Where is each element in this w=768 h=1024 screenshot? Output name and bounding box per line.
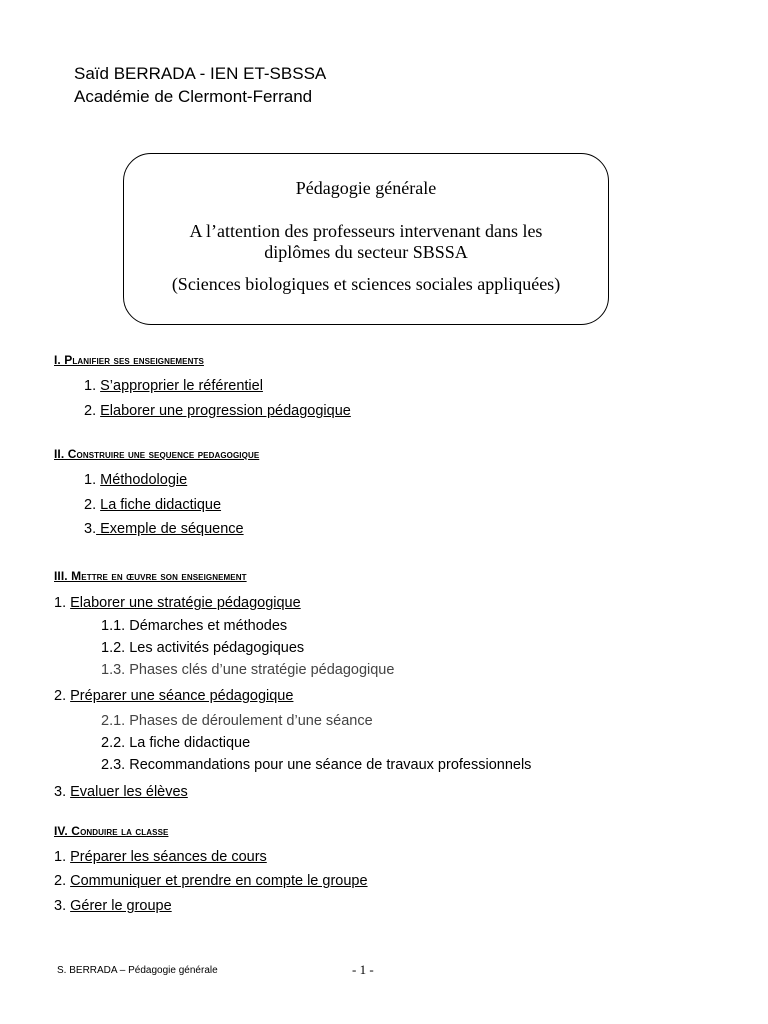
item-number: 1. — [84, 378, 97, 394]
section-heading-4[interactable]: IV. Conduire la classe — [54, 824, 169, 838]
document-header — [74, 62, 326, 108]
author-line: Saïd BERRADA - IEN ET-SBSSA — [74, 64, 327, 83]
item-link[interactable]: Exemple de séquence — [96, 521, 244, 537]
toc-item[interactable] — [54, 688, 293, 704]
item-number: 2. — [54, 873, 67, 889]
subitem-label: Démarches et méthodes — [129, 618, 288, 634]
item-number: 2. — [54, 688, 67, 704]
subitem-label: Phases de déroulement d’une séance — [129, 713, 373, 729]
title-box — [123, 153, 609, 325]
item-link[interactable]: La fiche didactique — [100, 497, 222, 513]
item-link[interactable]: Elaborer une progression pédagogique — [100, 403, 351, 419]
subitem-number: 2.1. — [101, 713, 126, 729]
item-link[interactable]: Méthodologie — [100, 472, 188, 488]
item-number: 1. — [54, 849, 67, 865]
item-number: 3. — [54, 898, 67, 914]
toc-item[interactable] — [84, 403, 351, 419]
item-link[interactable]: Elaborer une stratégie pédagogique — [70, 595, 301, 611]
footer-text: S. BERRADA – Pédagogie générale — [57, 965, 218, 976]
item-number: 1. — [84, 472, 97, 488]
item-number: 3. — [84, 521, 97, 537]
toc-item[interactable] — [54, 595, 301, 611]
toc-subitem — [101, 735, 250, 751]
audience-line-1: A l’attention des professeurs intervenant dans les — [189, 221, 543, 241]
toc-item[interactable] — [54, 898, 172, 914]
subitem-number: 1.3. — [101, 662, 126, 678]
item-link[interactable]: Gérer le groupe — [70, 898, 172, 914]
toc-subitem — [101, 662, 394, 678]
subitem-number: 1.2. — [101, 640, 126, 656]
toc-subitem — [101, 713, 373, 729]
page-number: - 1 - — [352, 962, 374, 977]
toc-item[interactable] — [84, 378, 263, 394]
toc-subitem — [101, 618, 287, 634]
subitem-number: 2.2. — [101, 735, 126, 751]
document-subtitle: (Sciences biologiques et sciences sociales appliquées) — [171, 274, 561, 294]
item-link[interactable]: Préparer une séance pédagogique — [70, 688, 294, 704]
academy-line: Académie de Clermont-Ferrand — [74, 87, 313, 106]
item-number: 2. — [84, 497, 97, 513]
toc-subitem — [101, 757, 531, 773]
item-number: 2. — [84, 403, 97, 419]
subitem-label: Recommandations pour une séance de travaux professionnels — [129, 757, 532, 773]
item-link[interactable]: Evaluer les élèves — [70, 784, 188, 800]
toc-item[interactable] — [84, 521, 244, 537]
subitem-number: 1.1. — [101, 618, 126, 634]
subitem-number: 2.3. — [101, 757, 126, 773]
toc-subitem — [101, 640, 304, 656]
item-link[interactable]: Communiquer et prendre en compte le groupe — [70, 873, 368, 889]
subitem-label: La fiche didactique — [129, 735, 251, 751]
audience-line-2: diplômes du secteur SBSSA — [264, 242, 468, 262]
toc-item[interactable] — [54, 873, 368, 889]
toc-item[interactable] — [54, 784, 188, 800]
item-number: 1. — [54, 595, 67, 611]
subitem-label: Phases clés d’une stratégie pédagogique — [129, 662, 395, 678]
toc-item[interactable] — [84, 472, 187, 488]
toc-item[interactable] — [84, 497, 221, 513]
item-link[interactable]: Préparer les séances de cours — [70, 849, 267, 865]
subitem-label: Les activités pédagogiques — [129, 640, 305, 656]
section-heading-3[interactable]: III. Mettre en œuvre son enseignement — [54, 569, 247, 583]
document-title: Pédagogie générale — [295, 178, 437, 198]
item-number: 3. — [54, 784, 67, 800]
section-heading-1[interactable]: I. Planifier ses enseignements — [54, 353, 204, 367]
section-heading-2[interactable]: II. Construire une sequence pedagogique — [54, 447, 260, 461]
item-link[interactable]: S’approprier le référentiel — [100, 378, 263, 394]
toc-item[interactable] — [54, 849, 267, 865]
